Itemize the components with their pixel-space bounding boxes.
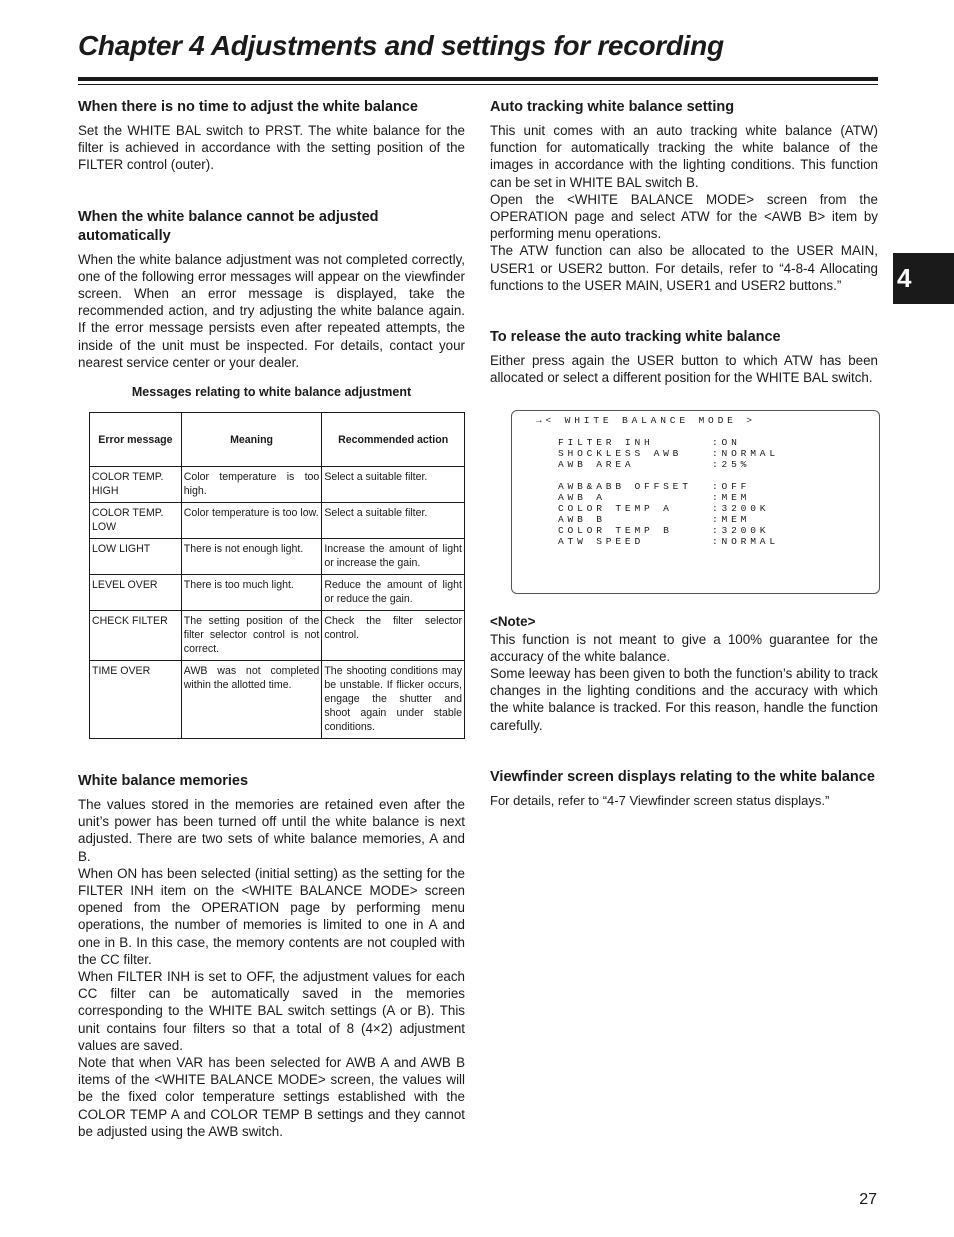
- paragraph: This unit comes with an auto tracking white balance (ATW) function for automatically tracking the white balance of the images in accordance with the lighting conditions. This function can be set in WHITE BAL switch B.: [490, 123, 878, 190]
- menu-item-label: AWB AREA: [558, 459, 635, 471]
- paragraph: Some leeway has been given to both the function’s ability to track changes in the lighting conditions and the accuracy with which the white balance is tracked. For this reason, handle the function carefully.: [490, 666, 878, 733]
- table-cell-error: CHECK FILTER: [90, 611, 182, 661]
- section-heading-vf-displays: Viewfinder screen displays relating to the white balance: [490, 768, 875, 785]
- table-cell-meaning: There is too much light.: [181, 575, 322, 611]
- menu-item-label: ATW SPEED: [558, 536, 645, 548]
- table-header-action: Recommended action: [322, 413, 465, 467]
- table-cell-meaning: The setting position of the filter selector control is not correct.: [181, 611, 322, 661]
- table-cell-action: The shooting conditions may be unstable. If flicker occurs, engage the shutter and shoot again under stable conditions.: [322, 661, 465, 739]
- paragraph: This function is not meant to give a 100% guarantee for the accuracy of the white balance.: [490, 631, 878, 664]
- menu-item-value: :OFF: [712, 481, 751, 493]
- section-heading-cannot-adjust: When the white balance cannot be adjusted automatically: [78, 208, 379, 244]
- table-title: Messages relating to white balance adjustment: [131, 385, 412, 400]
- menu-item-value: :MEM: [712, 514, 751, 526]
- section-body-release-atw: Either press again the USER button to which ATW has been allocated or select a different position for the WHITE BAL switch.: [490, 353, 878, 386]
- menu-item-label: FILTER INH: [558, 437, 654, 449]
- menu-item-value: :25%: [712, 459, 751, 471]
- table-cell-error: LEVEL OVER: [90, 575, 182, 611]
- right-column: [490, 98, 878, 809]
- menu-item-value: :ON: [712, 437, 741, 449]
- table-header-error: Error message: [90, 413, 182, 467]
- table-cell-meaning: Color temperature is too high.: [181, 467, 322, 503]
- section-body-no-time: Set the WHITE BAL switch to PRST. The white balance for the filter is achieved in accordance with the setting position of the FILTER control (outer).: [78, 123, 465, 173]
- left-column: [78, 98, 465, 1140]
- menu-item-value: :NORMAL: [712, 536, 779, 548]
- menu-item-value: :3200K: [712, 525, 770, 537]
- section-heading-wb-memories: White balance memories: [78, 773, 249, 790]
- paragraph: When ON has been selected (initial setting) as the setting for the FILTER INH item on the <WHITE BALANCE MODE> screen opened from the OPERATION page by performing menu operations, the number of memories is limited to one in A and one in B. In this case, the memory contents are not coupled with the CC filter.: [78, 865, 465, 967]
- section-body-vf-displays: For details, refer to “4-7 Viewfinder screen status displays.”: [490, 792, 830, 808]
- note-heading: <Note>: [490, 614, 536, 630]
- table-row: [90, 661, 465, 739]
- table-cell-action: Check the filter selector control.: [322, 611, 465, 661]
- header-rule-thick: [78, 77, 878, 81]
- table-cell-action: Select a suitable filter.: [322, 503, 465, 539]
- header-rule-thin: [78, 84, 878, 85]
- table-header-row: [90, 413, 465, 467]
- table-row: [90, 503, 465, 539]
- viewfinder-title: →< WHITE BALANCE MODE >: [536, 415, 756, 427]
- menu-item-label: AWB B: [558, 514, 606, 526]
- table-row: [90, 539, 465, 575]
- table-cell-error: TIME OVER: [90, 661, 182, 739]
- menu-item-label: AWB&ABB OFFSET: [558, 481, 692, 493]
- error-message-table: [89, 412, 465, 739]
- section-body-cannot-adjust: When the white balance adjustment was not completed correctly, one of the following error messages will appear on the viewfinder screen. When an error message is displayed, take the recommended action, and try adjusting the white balance again. If the error message persists even after repeated attempts, the inside of the unit must be inspected. For details, contact your nearest service center or your dealer.: [78, 251, 465, 370]
- menu-item-value: :MEM: [712, 492, 751, 504]
- paragraph: Open the <WHITE BALANCE MODE> screen from the OPERATION page and select ATW for the <AWB B> item by performing menu operations.: [490, 191, 878, 242]
- table-cell-error: COLOR TEMP. HIGH: [90, 467, 182, 503]
- menu-item-label: SHOCKLESS AWB: [558, 448, 683, 460]
- table-row: [90, 467, 465, 503]
- paragraph: Note that when VAR has been selected for AWB A and AWB B items of the <WHITE BALANCE MODE> screen, the values will be the fixed color temperature settings established with the COLOR TEMP A and COLOR TEMP B settings and they cannot be adjusted using the AWB switch.: [78, 1055, 465, 1139]
- section-heading-atw: Auto tracking white balance setting: [490, 99, 735, 115]
- table-cell-action: Increase the amount of light or increase the gain.: [322, 539, 465, 575]
- paragraph: The ATW function can also be allocated to the USER MAIN, USER1 or USER2 button. For details, refer to “4-8-4 Allocating functions to the USER MAIN, USER1 and USER2 buttons.”: [490, 243, 878, 293]
- menu-item-value: :NORMAL: [712, 448, 779, 460]
- menu-item-value: :3200K: [712, 503, 770, 515]
- paragraph: When FILTER INH is set to OFF, the adjustment values for each CC filter can be automatically saved in the memories corresponding to the WHITE BAL switch settings (A or B). This unit contains four filters so that a total of 8 (4×2) adjustment values are saved.: [78, 969, 465, 1053]
- table-cell-meaning: There is not enough light.: [181, 539, 322, 575]
- chapter-tab: 4: [893, 253, 954, 304]
- table-row: [90, 611, 465, 661]
- section-heading-release-atw: To release the auto tracking white balance: [490, 329, 781, 346]
- menu-item-label: COLOR TEMP A: [558, 503, 673, 515]
- chapter-title: Chapter 4 Adjustments and settings for recording: [78, 30, 724, 61]
- table-cell-action: Reduce the amount of light or reduce the gain.: [322, 575, 465, 611]
- table-cell-error: COLOR TEMP. LOW: [90, 503, 182, 539]
- menu-item-label: COLOR TEMP B: [558, 525, 673, 537]
- table-cell-meaning: Color temperature is too low.: [181, 503, 322, 539]
- table-cell-action: Select a suitable filter.: [322, 467, 465, 503]
- table-cell-error: LOW LIGHT: [90, 539, 182, 575]
- section-heading-no-time: When there is no time to adjust the white balance: [78, 99, 418, 115]
- table-header-meaning: Meaning: [181, 413, 322, 467]
- menu-item-label: AWB A: [558, 492, 606, 504]
- paragraph: The values stored in the memories are retained even after the unit’s power has been turned off until the white balance is next adjusted. There are two sets of white balance memories, A and B.: [78, 797, 465, 864]
- table-cell-meaning: AWB was not completed within the allotted time.: [181, 661, 322, 739]
- page-number: 27: [859, 1191, 877, 1208]
- table-row: [90, 575, 465, 611]
- viewfinder-screen: [511, 410, 880, 594]
